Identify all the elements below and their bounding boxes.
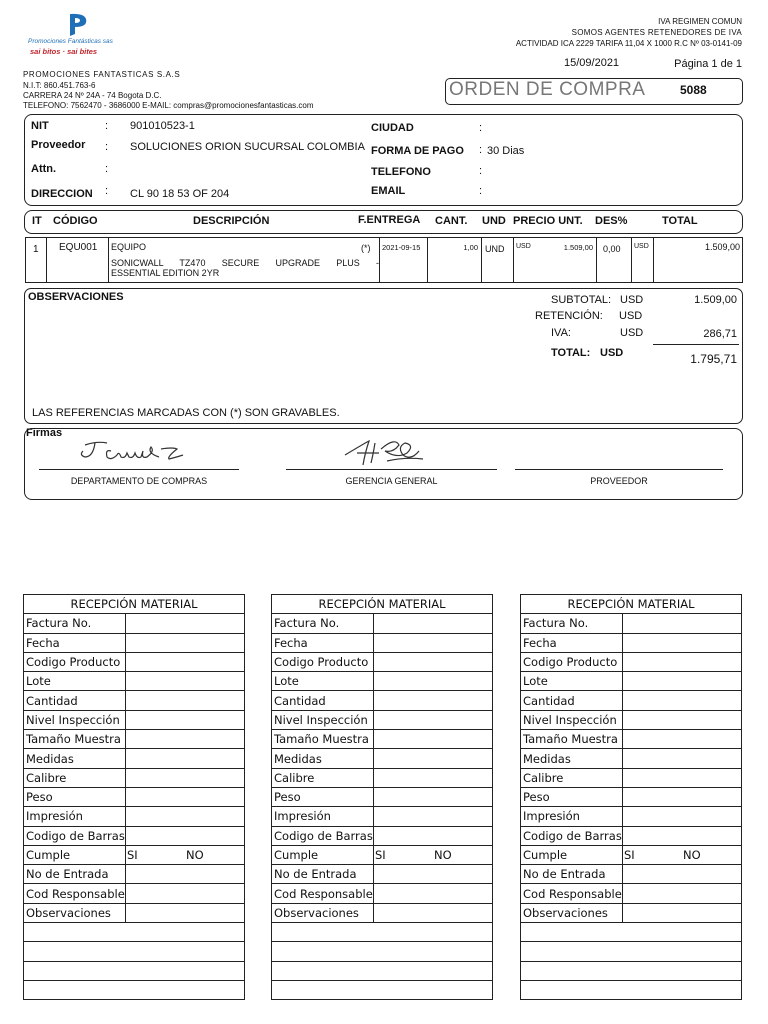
reception-field-label: Codigo de Barras <box>24 826 126 845</box>
reception-row <box>272 672 493 691</box>
forma-pago-sep: : <box>479 144 483 156</box>
ciudad-sep: : <box>479 122 483 134</box>
reception-field-value[interactable] <box>126 884 245 903</box>
reception-row <box>521 710 742 729</box>
reception-field-label: Lote <box>24 672 126 691</box>
retencion-currency: USD <box>619 310 643 322</box>
reception-field-label: Codigo de Barras <box>272 826 374 845</box>
signatures-label: Firmas <box>26 427 63 439</box>
reception-row <box>521 826 742 845</box>
reception-field-value[interactable] <box>126 749 245 768</box>
reception-field-value[interactable] <box>374 710 493 729</box>
reception-blank-cell[interactable] <box>521 923 742 942</box>
nit-label: NIT <box>31 120 49 132</box>
reception-field-label: Codigo Producto <box>521 652 623 671</box>
cumple-no[interactable]: NO <box>434 847 452 862</box>
reception-row <box>24 710 245 729</box>
reception-field-label: Factura No. <box>24 614 126 633</box>
reception-row <box>272 884 493 903</box>
reception-row <box>272 691 493 710</box>
reception-field-value[interactable] <box>374 787 493 806</box>
reception-field-label: No de Entrada <box>521 865 623 884</box>
telefono-label: TELEFONO <box>371 166 431 178</box>
reception-field-label: Cantidad <box>24 691 126 710</box>
cumple-si[interactable]: SI <box>624 847 635 862</box>
reception-row <box>24 787 245 806</box>
reception-field-value[interactable] <box>126 865 245 884</box>
reception-field-label: Cod Responsable <box>521 884 623 903</box>
reception-field-value[interactable] <box>126 633 245 652</box>
col-des: DES% <box>595 215 628 227</box>
reception-field-label: Peso <box>272 787 374 806</box>
tax-regime: IVA REGIMEN COMUN <box>658 17 742 26</box>
reception-field-label: Tamaño Muestra <box>272 730 374 749</box>
order-title: ORDEN DE COMPRA <box>449 79 646 100</box>
reception-field-value[interactable] <box>374 768 493 787</box>
gerencia-sign-line <box>286 469 497 470</box>
reception-title: RECEPCIÓN MATERIAL <box>521 595 742 614</box>
reception-row <box>24 749 245 768</box>
reception-title: RECEPCIÓN MATERIAL <box>24 595 245 614</box>
reception-field-label: Observaciones <box>521 903 623 922</box>
reception-field-value[interactable] <box>126 787 245 806</box>
reception-blank-cell[interactable] <box>272 961 493 980</box>
ciudad-label: CIUDAD <box>371 122 414 134</box>
reception-row <box>521 884 742 903</box>
reception-field-value[interactable] <box>374 865 493 884</box>
reception-blank-row <box>272 980 493 999</box>
reception-blank-row <box>521 980 742 999</box>
reception-field-label: Factura No. <box>272 614 374 633</box>
payment-terms: 30 Dias <box>487 145 525 157</box>
col-cant: CANT. <box>435 215 468 227</box>
reception-blank-row <box>521 942 742 961</box>
reception-blank-cell[interactable] <box>272 980 493 999</box>
reception-field-label: Peso <box>521 787 623 806</box>
reception-field-label: Peso <box>24 787 126 806</box>
reception-row <box>272 633 493 652</box>
reception-row <box>24 845 245 864</box>
reception-field-value[interactable] <box>623 614 742 633</box>
reception-field-label: Tamaño Muestra <box>521 730 623 749</box>
reception-row <box>521 903 742 922</box>
col-total: TOTAL <box>662 215 698 227</box>
item-it: 1 <box>33 244 39 255</box>
email-label: EMAIL <box>371 185 406 197</box>
supplier-nit: 901010523-1 <box>130 120 195 132</box>
reception-field-value[interactable] <box>126 691 245 710</box>
reception-blank-row <box>272 923 493 942</box>
company-logo <box>28 12 128 62</box>
signatures-box <box>24 428 743 500</box>
reception-row <box>272 787 493 806</box>
telefono-sep: : <box>479 165 483 177</box>
item-code: EQU001 <box>59 242 98 253</box>
reception-field-label: No de Entrada <box>272 865 374 884</box>
company-nit: N.I.T: 860.451.763-6 <box>23 81 96 90</box>
compras-sign-line <box>39 469 239 470</box>
reception-row <box>272 826 493 845</box>
reception-field-label: Nivel Inspección <box>272 710 374 729</box>
cumple-si[interactable]: SI <box>127 847 138 862</box>
nit-sep: : <box>105 120 109 132</box>
reception-blank-row <box>24 961 245 980</box>
reception-field-label: Cumple <box>24 845 126 864</box>
reception-row <box>521 865 742 884</box>
reception-row <box>272 903 493 922</box>
reception-row <box>521 749 742 768</box>
col-descripcion: DESCRIPCIÓN <box>193 215 270 227</box>
reception-field-label: Cod Responsable <box>272 884 374 903</box>
reception-row <box>24 826 245 845</box>
item-taxable-mark: (*) <box>361 243 371 253</box>
reception-field-label: No de Entrada <box>24 865 126 884</box>
reception-field-label: Observaciones <box>272 903 374 922</box>
reception-row <box>272 865 493 884</box>
reception-field-label: Fecha <box>521 633 623 652</box>
page-indicator: Página 1 de 1 <box>674 58 742 70</box>
compras-sign-label: DEPARTAMENTO DE COMPRAS <box>70 476 208 486</box>
email-sep: : <box>479 185 483 197</box>
reception-field-value[interactable] <box>623 903 742 922</box>
reception-field-value[interactable] <box>623 652 742 671</box>
subtotal-currency: USD <box>620 294 644 306</box>
order-date: 15/09/2021 <box>564 57 620 69</box>
item-desc-title: EQUIPO <box>111 242 147 252</box>
reception-table-1 <box>23 594 245 1000</box>
observations-note: LAS REFERENCIAS MARCADAS CON (*) SON GRAVABLES. <box>32 407 340 419</box>
direccion-label: DIRECCION <box>31 188 93 200</box>
signature-gerencia <box>335 435 435 469</box>
reception-field-label: Medidas <box>24 749 126 768</box>
reception-field-label: Nivel Inspección <box>521 710 623 729</box>
reception-row <box>272 614 493 633</box>
col-fentrega: F.ENTREGA <box>358 214 421 226</box>
reception-blank-row <box>521 923 742 942</box>
reception-row <box>521 845 742 864</box>
proveedor-label: Proveedor <box>31 139 86 151</box>
reception-row <box>24 652 245 671</box>
reception-field-value[interactable] <box>623 768 742 787</box>
supplier-name: SOLUCIONES ORION SUCURSAL COLOMBIA <box>130 141 365 153</box>
reception-field-value[interactable] <box>126 845 245 864</box>
reception-field-value[interactable] <box>623 884 742 903</box>
reception-row <box>24 807 245 826</box>
reception-field-value[interactable] <box>623 710 742 729</box>
reception-field-label: Tamaño Muestra <box>24 730 126 749</box>
item-total-currency: USD <box>634 243 649 250</box>
cumple-no[interactable]: NO <box>683 847 701 862</box>
reception-row <box>24 633 245 652</box>
reception-row <box>521 768 742 787</box>
reception-row <box>24 884 245 903</box>
item-price-currency: USD <box>516 243 531 250</box>
reception-title: RECEPCIÓN MATERIAL <box>272 595 493 614</box>
supplier-info-box <box>24 114 743 206</box>
reception-field-label: Calibre <box>521 768 623 787</box>
reception-field-value[interactable] <box>126 903 245 922</box>
reception-field-value[interactable] <box>374 691 493 710</box>
col-precio: PRECIO UNT. <box>513 215 583 227</box>
reception-table-2 <box>271 594 493 1000</box>
reception-field-value[interactable] <box>126 672 245 691</box>
reception-blank-row <box>24 923 245 942</box>
reception-blank-cell[interactable] <box>521 942 742 961</box>
reception-field-label: Cantidad <box>521 691 623 710</box>
reception-field-value[interactable] <box>126 652 245 671</box>
reception-field-label: Codigo de Barras <box>521 826 623 845</box>
reception-row <box>272 652 493 671</box>
reception-field-label: Lote <box>521 672 623 691</box>
reception-field-label: Nivel Inspección <box>24 710 126 729</box>
item-delivery-date: 2021-09-15 <box>382 243 421 252</box>
reception-field-value[interactable] <box>374 633 493 652</box>
reception-field-value[interactable] <box>623 691 742 710</box>
reception-row <box>272 710 493 729</box>
reception-field-value[interactable] <box>374 826 493 845</box>
signature-compras <box>77 437 197 467</box>
reception-blank-row <box>24 980 245 999</box>
logo-p-icon <box>64 12 90 38</box>
reception-row <box>272 807 493 826</box>
reception-row <box>272 845 493 864</box>
reception-field-value[interactable] <box>623 865 742 884</box>
reception-field-value[interactable] <box>374 903 493 922</box>
logo-brands: sai bitos · sai bites <box>30 47 98 56</box>
item-unit: UND <box>485 244 505 254</box>
reception-field-value[interactable] <box>374 807 493 826</box>
cumple-si[interactable]: SI <box>375 847 386 862</box>
direccion-sep: : <box>105 185 109 197</box>
attn-label: Attn. <box>31 163 57 175</box>
item-row <box>25 237 743 283</box>
observations-label: OBSERVACIONES <box>28 291 124 303</box>
logo-company-tag: Promociones Fantásticas sas <box>28 38 113 45</box>
reception-field-label: Medidas <box>272 749 374 768</box>
ica-activity: ACTIVIDAD ICA 2229 TARIFA 11,04 X 1000 R.C Nº 03-0141-09 <box>515 39 742 48</box>
company-name: PROMOCIONES FANTASTICAS S.A.S <box>23 70 181 79</box>
reception-blank-cell[interactable] <box>521 961 742 980</box>
reception-field-value[interactable] <box>374 672 493 691</box>
reception-field-value[interactable] <box>126 730 245 749</box>
reception-field-value[interactable] <box>623 807 742 826</box>
reception-field-value[interactable] <box>623 730 742 749</box>
cumple-no[interactable]: NO <box>186 847 204 862</box>
reception-field-label: Calibre <box>272 768 374 787</box>
col-und: UND <box>482 215 506 227</box>
reception-blank-cell[interactable] <box>24 980 245 999</box>
reception-field-value[interactable] <box>126 826 245 845</box>
reception-blank-row <box>272 961 493 980</box>
iva-currency: USD <box>620 327 644 339</box>
reception-field-label: Codigo Producto <box>272 652 374 671</box>
reception-row <box>521 691 742 710</box>
reception-blank-row <box>24 942 245 961</box>
reception-field-value[interactable] <box>623 633 742 652</box>
reception-blank-row <box>272 942 493 961</box>
reception-field-value[interactable] <box>126 710 245 729</box>
reception-field-label: Fecha <box>24 633 126 652</box>
reception-field-label: Observaciones <box>24 903 126 922</box>
reception-blank-row <box>521 961 742 980</box>
total-label: TOTAL: <box>551 347 591 359</box>
company-contact: TELEFONO: 7562470 - 3686000 E-MAIL: compras@promocionesfantasticas.com <box>23 101 314 110</box>
reception-field-value[interactable] <box>623 826 742 845</box>
reception-blank-cell[interactable] <box>24 942 245 961</box>
reception-row <box>24 768 245 787</box>
reception-table-3 <box>520 594 742 1000</box>
item-total: 1.509,00 <box>704 242 740 252</box>
reception-row <box>24 614 245 633</box>
tax-retention-note: SOMOS AGENTES RETENEDORES DE IVA <box>571 28 742 37</box>
reception-row <box>24 903 245 922</box>
reception-row <box>521 787 742 806</box>
proveedor-sep: : <box>105 141 109 153</box>
reception-field-value[interactable] <box>623 749 742 768</box>
reception-field-value[interactable] <box>126 768 245 787</box>
reception-field-label: Fecha <box>272 633 374 652</box>
reception-row <box>272 730 493 749</box>
reception-field-label: Cod Responsable <box>24 884 126 903</box>
total-currency: USD <box>600 347 624 359</box>
reception-field-value[interactable] <box>126 807 245 826</box>
order-number: 5088 <box>680 83 707 97</box>
reception-field-value[interactable] <box>374 884 493 903</box>
reception-field-label: Cumple <box>272 845 374 864</box>
reception-blank-cell[interactable] <box>272 923 493 942</box>
reception-field-value[interactable] <box>374 845 493 864</box>
reception-field-label: Impresión <box>24 807 126 826</box>
reception-field-value[interactable] <box>374 730 493 749</box>
reception-field-label: Calibre <box>24 768 126 787</box>
totals-divider <box>653 344 739 345</box>
subtotal-value: 1.509,00 <box>694 294 737 306</box>
reception-row <box>24 691 245 710</box>
reception-field-value[interactable] <box>623 845 742 864</box>
reception-row <box>272 768 493 787</box>
reception-field-value[interactable] <box>623 672 742 691</box>
reception-field-label: Codigo Producto <box>24 652 126 671</box>
total-value: 1.795,71 <box>690 352 737 366</box>
attn-sep: : <box>105 163 109 175</box>
reception-field-value[interactable] <box>623 787 742 806</box>
reception-field-label: Impresión <box>521 807 623 826</box>
col-codigo: CÓDIGO <box>53 215 98 227</box>
reception-field-label: Factura No. <box>521 614 623 633</box>
proveedor-sign-line <box>515 469 723 470</box>
reception-row <box>521 633 742 652</box>
col-it: IT <box>32 215 42 227</box>
proveedor-sign-label: PROVEEDOR <box>590 476 648 486</box>
order-title-box <box>445 78 743 105</box>
gerencia-sign-label: GERENCIA GENERAL <box>345 476 438 486</box>
items-header <box>24 210 743 234</box>
supplier-address: CL 90 18 53 OF 204 <box>130 188 230 200</box>
reception-blank-cell[interactable] <box>272 942 493 961</box>
reception-blank-cell[interactable] <box>24 923 245 942</box>
item-unit-price: 1.509,00 <box>563 243 593 252</box>
reception-field-label: Lote <box>272 672 374 691</box>
reception-field-value[interactable] <box>374 652 493 671</box>
reception-field-value[interactable] <box>374 614 493 633</box>
reception-field-value[interactable] <box>126 614 245 633</box>
forma-pago-label: FORMA DE PAGO <box>371 145 464 157</box>
reception-row <box>521 807 742 826</box>
reception-row <box>521 614 742 633</box>
company-address: CARRERA 24 Nº 24A - 74 Bogota D.C. <box>23 91 162 100</box>
reception-blank-cell[interactable] <box>24 961 245 980</box>
iva-value: 286,71 <box>703 328 737 340</box>
iva-label: IVA: <box>551 327 571 339</box>
item-desc-line3: ESSENTIAL EDITION 2YR <box>111 268 220 278</box>
reception-blank-cell[interactable] <box>521 980 742 999</box>
reception-field-value[interactable] <box>374 749 493 768</box>
reception-row <box>521 730 742 749</box>
reception-field-label: Medidas <box>521 749 623 768</box>
reception-field-label: Impresión <box>272 807 374 826</box>
reception-field-label: Cumple <box>521 845 623 864</box>
reception-field-label: Cantidad <box>272 691 374 710</box>
reception-row <box>24 865 245 884</box>
subtotal-label: SUBTOTAL: <box>551 294 612 306</box>
observations-box <box>24 288 743 424</box>
reception-row <box>521 652 742 671</box>
item-discount: 0,00 <box>603 244 621 254</box>
retencion-label: RETENCIÓN: <box>535 310 603 322</box>
item-desc-line2: SONICWALL TZ470 SECURE UPGRADE PLUS - <box>111 258 379 268</box>
item-qty: 1,00 <box>463 243 478 252</box>
reception-row <box>521 672 742 691</box>
reception-row <box>24 730 245 749</box>
reception-row <box>24 672 245 691</box>
reception-row <box>272 749 493 768</box>
